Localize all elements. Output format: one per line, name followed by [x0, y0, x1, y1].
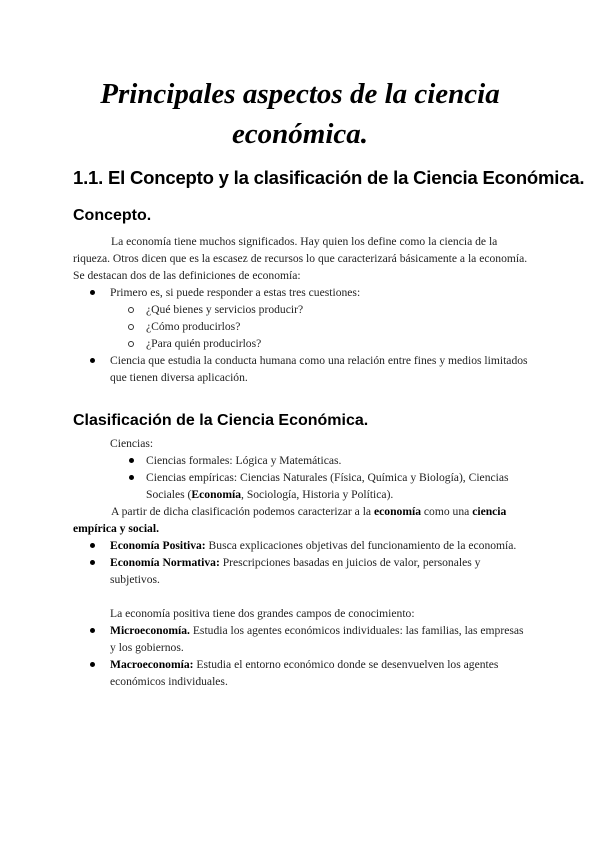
question-item: ¿Cómo producirlos? — [73, 318, 528, 335]
list-item: Economía Normativa: Prescripciones basadas en juicios de valor, personales y subjetivos. — [73, 554, 528, 588]
list-item: Economía Positiva: Busca explicaciones objetivas del funcionamiento de la economía. — [73, 537, 528, 554]
list-item: Ciencia que estudia la conducta humana como una relación entre fines y medios limitados que tienen diversa aplicación. — [73, 352, 528, 386]
list-item: Ciencias empíricas: Ciencias Naturales (Física, Química y Biología), Ciencias Sociales (Economía, Sociología, Historia y Política). — [73, 469, 528, 503]
clasificacion-body — [73, 435, 528, 690]
concepto-body — [73, 233, 528, 386]
bold-term: Economía Positiva: — [110, 539, 206, 552]
ciencias-list — [73, 452, 528, 503]
concepto-heading: Concepto. — [73, 207, 152, 224]
concepto-intro: La economía tiene muchos significados. Hay quien los define como la ciencia de la riqueza. Otros dicen que es la escasez de recursos lo que caracterizará básicamente a la economía. Se destacan dos de las definiciones de economía: — [73, 235, 528, 282]
question-item: ¿Para quién producirlos? — [73, 335, 528, 352]
list-item: Microeconomía. Estudia los agentes económicos individuales: las familias, las empresas y los gobiernos. — [73, 622, 528, 656]
bold-term: Macroeconomía: — [110, 658, 194, 671]
list-item: Macroeconomía: Estudia el entorno económico donde se desenvuelven los agentes económicos individuales. — [73, 656, 528, 690]
economia-types-list — [73, 537, 528, 588]
title-line-2: económica. — [231, 118, 369, 150]
clasificacion-heading: Clasificación de la Ciencia Económica. — [73, 412, 369, 429]
bold-term: Economía Normativa: — [110, 556, 220, 569]
bold-term: economía — [373, 505, 421, 518]
bold-term: Economía — [191, 488, 242, 501]
question-item: ¿Qué bienes y servicios producir? — [73, 301, 528, 318]
list-item: Ciencias formales: Lógica y Matemáticas. — [73, 452, 528, 469]
bold-term: ciencia empírica y social. — [73, 505, 507, 535]
campos-list — [73, 622, 528, 690]
caracterizacion-paragraph: A partir de dicha clasificación podemos caracterizar a la economía como una ciencia empírica y social. — [73, 505, 507, 535]
bold-term: Microeconomía. — [110, 624, 190, 637]
section-heading: 1.1. El Concepto y la clasificación de la Ciencia Económica. — [73, 167, 585, 188]
concepto-list — [73, 284, 528, 386]
document-title — [60, 74, 540, 154]
list-item: Primero es, si puede responder a estas tres cuestiones: — [73, 284, 528, 301]
campos-intro: La economía positiva tiene dos grandes campos de conocimiento: — [110, 607, 415, 620]
title-line-1: Principales aspectos de la ciencia — [100, 78, 500, 110]
ciencias-label: Ciencias: — [110, 437, 154, 450]
